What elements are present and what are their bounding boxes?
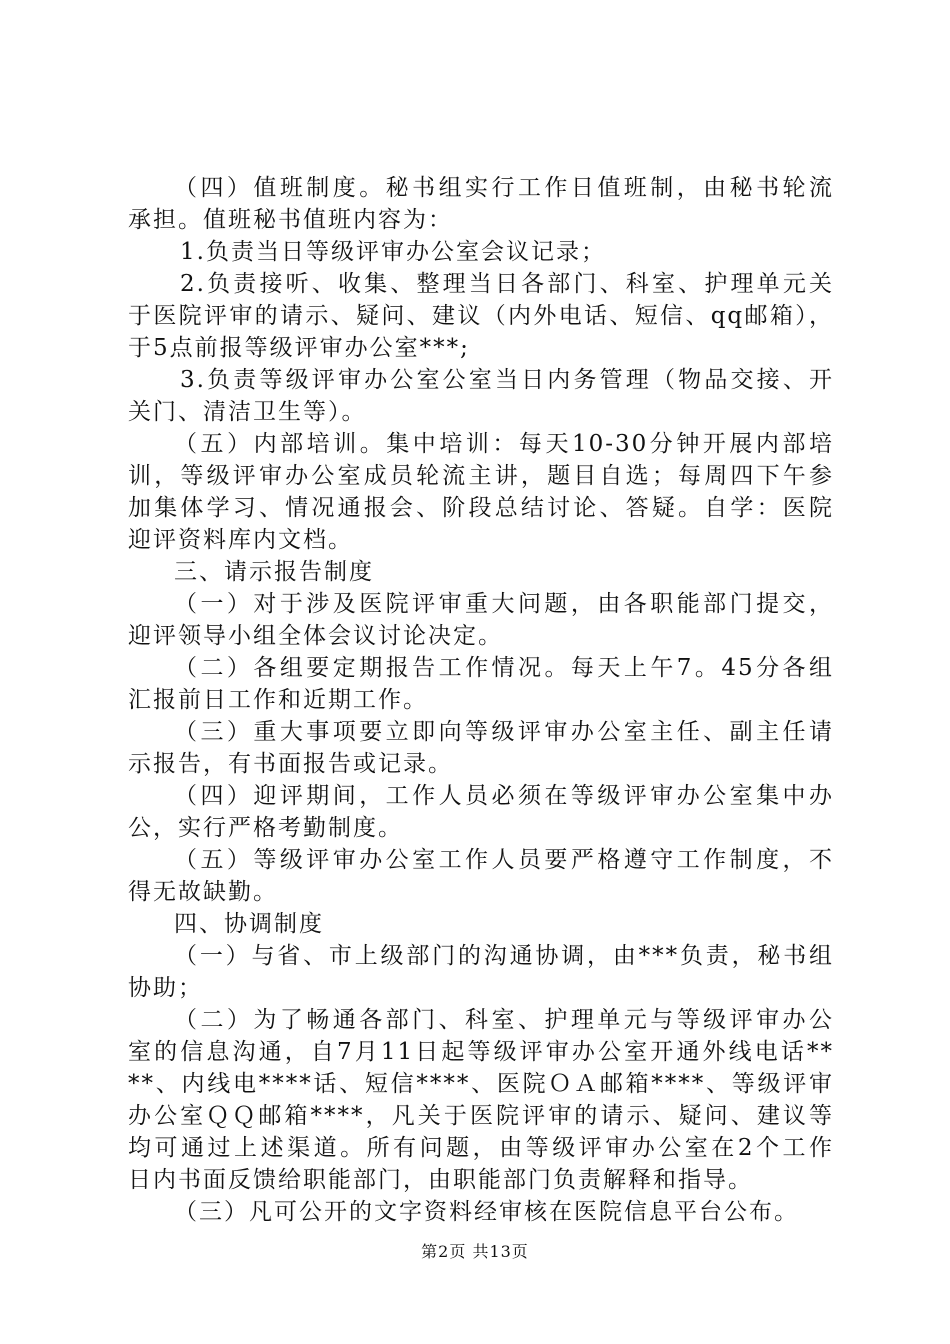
text-line: （二）各组要定期报告工作情况。每天上午7。45分各组 (174, 655, 834, 681)
text-line: 示报告，有书面报告或记录。 (128, 751, 453, 777)
document-body (128, 172, 834, 1228)
text-line: 承担。值班秘书值班内容为： (128, 207, 453, 233)
text-line: （四）值班制度。秘书组实行工作日值班制，由秘书轮流 (174, 175, 834, 201)
text-line: 加集体学习、情况通报会、阶段总结讨论、答疑。自学：医院 (128, 495, 834, 521)
text-line: 得无故缺勤。 (128, 879, 278, 905)
text-line: （四）迎评期间，工作人员必须在等级评审办公室集中办 (174, 783, 834, 809)
text-line: 四、协调制度 (174, 911, 324, 937)
text-line: （五）等级评审办公室工作人员要严格遵守工作制度，不 (174, 847, 834, 873)
text-line: 协助； (128, 975, 203, 1001)
text-line: 于医院评审的请示、疑问、建议（内外电话、短信、qq邮箱）， (128, 303, 834, 329)
text-line: 汇报前日工作和近期工作。 (128, 687, 428, 713)
text-line: （二）为了畅通各部门、科室、护理单元与等级评审办公 (174, 1007, 834, 1033)
text-line: （一）与省、市上级部门的沟通协调，由***负责，秘书组 (174, 943, 834, 969)
text-line: （三）重大事项要立即向等级评审办公室主任、副主任请 (174, 719, 834, 745)
text-line: （三）凡可公开的文字资料经审核在医院信息平台公布。 (174, 1199, 799, 1225)
text-line: **、内线电****话、短信****、医院ＯＡ邮箱****、等级评审 (128, 1071, 834, 1097)
text-line: 均可通过上述渠道。所有问题，由等级评审办公室在2个工作 (128, 1135, 834, 1161)
text-line: 室的信息沟通，自7月11日起等级评审办公室开通外线电话** (128, 1039, 834, 1065)
text-line: （一）对于涉及医院评审重大问题，由各职能部门提交， (174, 591, 834, 617)
text-line: 1.负责当日等级评审办公室会议记录； (180, 239, 606, 265)
text-line: 迎评领导小组全体会议讨论决定。 (128, 623, 503, 649)
text-line: 于5点前报等级评审办公室***; (128, 335, 470, 361)
text-line: 2.负责接听、收集、整理当日各部门、科室、护理单元关 (180, 271, 834, 297)
text-line: 办公室ＱＱ邮箱****，凡关于医院评审的请示、疑问、建议等 (128, 1103, 834, 1129)
text-line: （五）内部培训。集中培训：每天10-30分钟开展内部培 (174, 431, 834, 457)
text-line: 三、请示报告制度 (174, 559, 374, 585)
text-line: 日内书面反馈给职能部门，由职能部门负责解释和指导。 (128, 1167, 753, 1193)
text-line: 迎评资料库内文档。 (128, 527, 353, 553)
text-line: 3.负责等级评审办公室公室当日内务管理（物品交接、开 (180, 367, 834, 393)
page-footer: 第2页 共13页 (421, 1242, 529, 1261)
text-line: 关门、清洁卫生等）。 (128, 399, 367, 425)
text-line: 训，等级评审办公室成员轮流主讲，题目自选；每周四下午参 (128, 463, 834, 489)
text-line: 公，实行严格考勤制度。 (128, 815, 403, 841)
